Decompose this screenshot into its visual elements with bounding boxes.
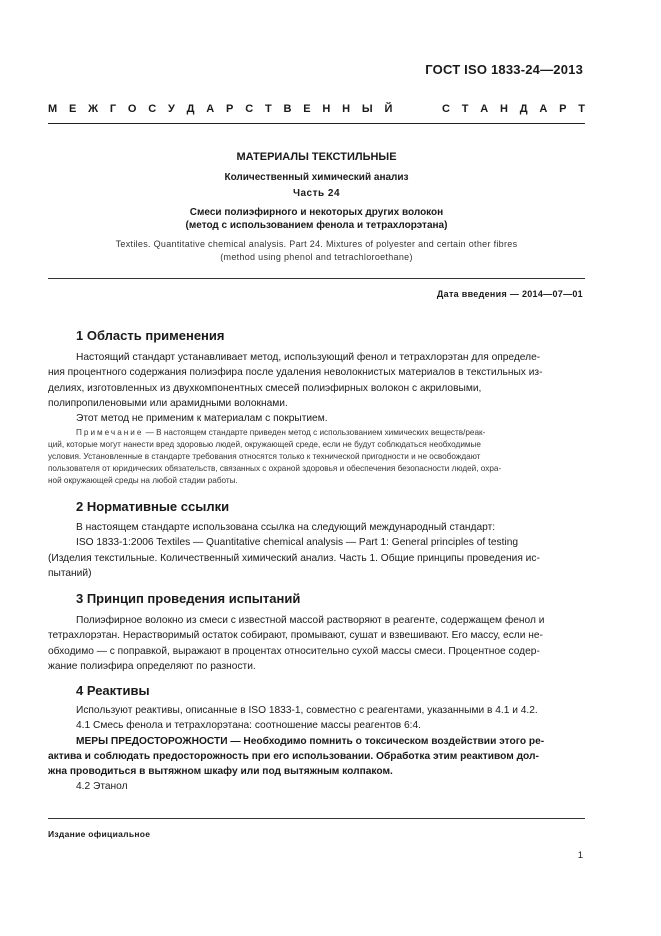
banner-letter: С xyxy=(148,103,157,115)
banner-letter: Ж xyxy=(88,103,99,115)
document-code: ГОСТ ISO 1833-24—2013 xyxy=(425,62,583,77)
banner-letter: Д xyxy=(186,103,195,115)
banner-letter: Р xyxy=(559,103,567,115)
text-line: 4.2 Этанол xyxy=(76,781,128,793)
banner-letter: Е xyxy=(303,103,311,115)
banner-letter: А xyxy=(539,103,548,115)
banner-letter: А xyxy=(206,103,215,115)
text-line: 4.1 Смесь фенола и тетрахлорэтана: соотношение массы реагентов 6:4. xyxy=(76,720,422,732)
section-4-heading: 4 Реактивы xyxy=(76,683,150,698)
text-line: пытаний) xyxy=(48,567,92,579)
banner-gap xyxy=(404,103,430,115)
text-line: ций, которые могут нанести вред здоровью людей, окружающей среде, если не будут соблюдаться необходимые xyxy=(48,439,481,449)
text-line: делиях, изготовленных из двухкомпонентных смесей полиэфирных волокон с акриловыми, xyxy=(48,382,482,394)
introduction-date: Дата введения — 2014—07—01 xyxy=(436,289,583,299)
banner-letter: У xyxy=(168,103,175,115)
banner-letter: Ы xyxy=(361,103,373,115)
section-3-paragraph xyxy=(48,613,585,674)
english-line-2: (method using phenol and tetrachloroethane) xyxy=(220,252,413,262)
section-2-paragraph xyxy=(48,520,585,581)
banner-letter: Д xyxy=(519,103,528,115)
text-line: Этот метод не применим к материалам с покрытием. xyxy=(76,413,328,425)
page-number: 1 xyxy=(577,850,583,861)
footer-rule xyxy=(48,818,585,819)
title-rule xyxy=(48,278,585,279)
section-1-paragraph xyxy=(48,350,585,426)
banner-letter: Т xyxy=(461,103,469,115)
banner-letter: Г xyxy=(109,103,117,115)
banner-letter: В xyxy=(283,103,292,115)
banner-letter: А xyxy=(480,103,489,115)
edition-label: Издание официальное xyxy=(48,829,151,839)
title-english xyxy=(48,238,585,264)
banner-letter: О xyxy=(127,103,137,115)
text-line: — В настоящем стандарте приведен метод с использованием химических веществ/реак- xyxy=(143,428,486,437)
text-line: полипропиленовыми или арамидными волокнами. xyxy=(48,397,288,409)
banner-letter: Е xyxy=(68,103,77,115)
text-line: обходимо — с поправкой, выражают в процентах относительно сухой массы смеси. Процентное содер- xyxy=(48,645,540,657)
section-1-heading: 1 Область применения xyxy=(76,328,225,343)
text-line: Используют реактивы, описанные в ISO 1833-1, совместно с реагентами, указанными в 4.1 и 4.2. xyxy=(76,705,538,716)
section-4-paragraph xyxy=(48,703,585,795)
title-sub: Количественный химический анализ xyxy=(224,172,409,183)
section-2-heading: 2 Нормативные ссылки xyxy=(76,499,230,514)
title-main: МАТЕРИАЛЫ ТЕКСТИЛЬНЫЕ xyxy=(236,151,397,163)
warning-line: МЕРЫ ПРЕДОСТОРОЖНОСТИ — Необходимо помнить о токсическом воздействии этого ре- xyxy=(76,735,545,747)
banner-letter: Н xyxy=(499,103,508,115)
text-line: ISO 1833-1:2006 Textiles — Quantitative chemical analysis — Part 1: General principles of testing xyxy=(76,537,519,549)
banner-letter: Т xyxy=(578,103,585,115)
text-line: ния процентного содержания полиэфира после удаления неволокнистых материалов в текстильных из- xyxy=(48,367,543,379)
banner-letter: С xyxy=(245,103,254,115)
text-line: тетрахлорэтан. Нерастворимый остаток собирают, промывают, сушат и взвешивают. Его массу, если не- xyxy=(48,630,543,642)
title-part: Часть 24 xyxy=(292,188,341,199)
text-line: (Изделия текстильные. Количественный химический анализ. Часть 1. Общие принципы проведения ис- xyxy=(48,552,540,564)
subtitle-line-2: (метод с использованием фенола и тетрахлорэтана) xyxy=(185,220,448,231)
section-3-heading: 3 Принцип проведения испытаний xyxy=(76,591,301,606)
banner-letter: Р xyxy=(226,103,234,115)
banner-letter: С xyxy=(441,103,450,115)
banner-letter: Н xyxy=(342,103,351,115)
text-line: пользователя от юридических обязательств, связанных с охраной здоровья и обеспечения безопасности людей, охра- xyxy=(48,463,502,473)
text-line: В настоящем стандарте использована ссылка на следующий международный стандарт: xyxy=(76,522,496,533)
text-line: Полиэфирное волокно из смеси с известной массой растворяют в реагенте, содержащем фенол и xyxy=(76,615,545,626)
banner-letter: Т xyxy=(264,103,272,115)
warning-line: жна проводиться в вытяжном шкафу или под вытяжным колпаком. xyxy=(48,766,393,778)
banner-letter: Н xyxy=(322,103,331,115)
banner-letter: Й xyxy=(384,103,393,115)
warning-line: актива и соблюдать предосторожность при его использовании. Обработка этим реактивом дол- xyxy=(48,750,539,762)
top-rule xyxy=(48,123,585,124)
text-line: Настоящий стандарт устанавливает метод, использующий фенол и тетрахлорэтан для определе- xyxy=(76,352,541,363)
standard-type-banner xyxy=(48,103,585,115)
text-line: ной окружающей среды на любой стадии работы. xyxy=(48,475,238,485)
banner-letter: М xyxy=(48,103,58,115)
text-line: жание полиэфира определяют по разности. xyxy=(48,660,256,672)
subtitle-line-1: Смеси полиэфирного и некоторых других волокон xyxy=(189,207,444,218)
title-subtitle xyxy=(48,206,585,232)
note-first-line xyxy=(48,427,585,439)
note-label: Примечание xyxy=(76,428,144,437)
english-line-1: Textiles. Quantitative chemical analysis. Part 24. Mixtures of polyester and certain other fibres xyxy=(115,239,518,249)
section-1-note xyxy=(48,427,585,487)
text-line: условия. Установленные в стандарте требования относятся только к технической пригодности и не освобождают xyxy=(48,451,481,461)
